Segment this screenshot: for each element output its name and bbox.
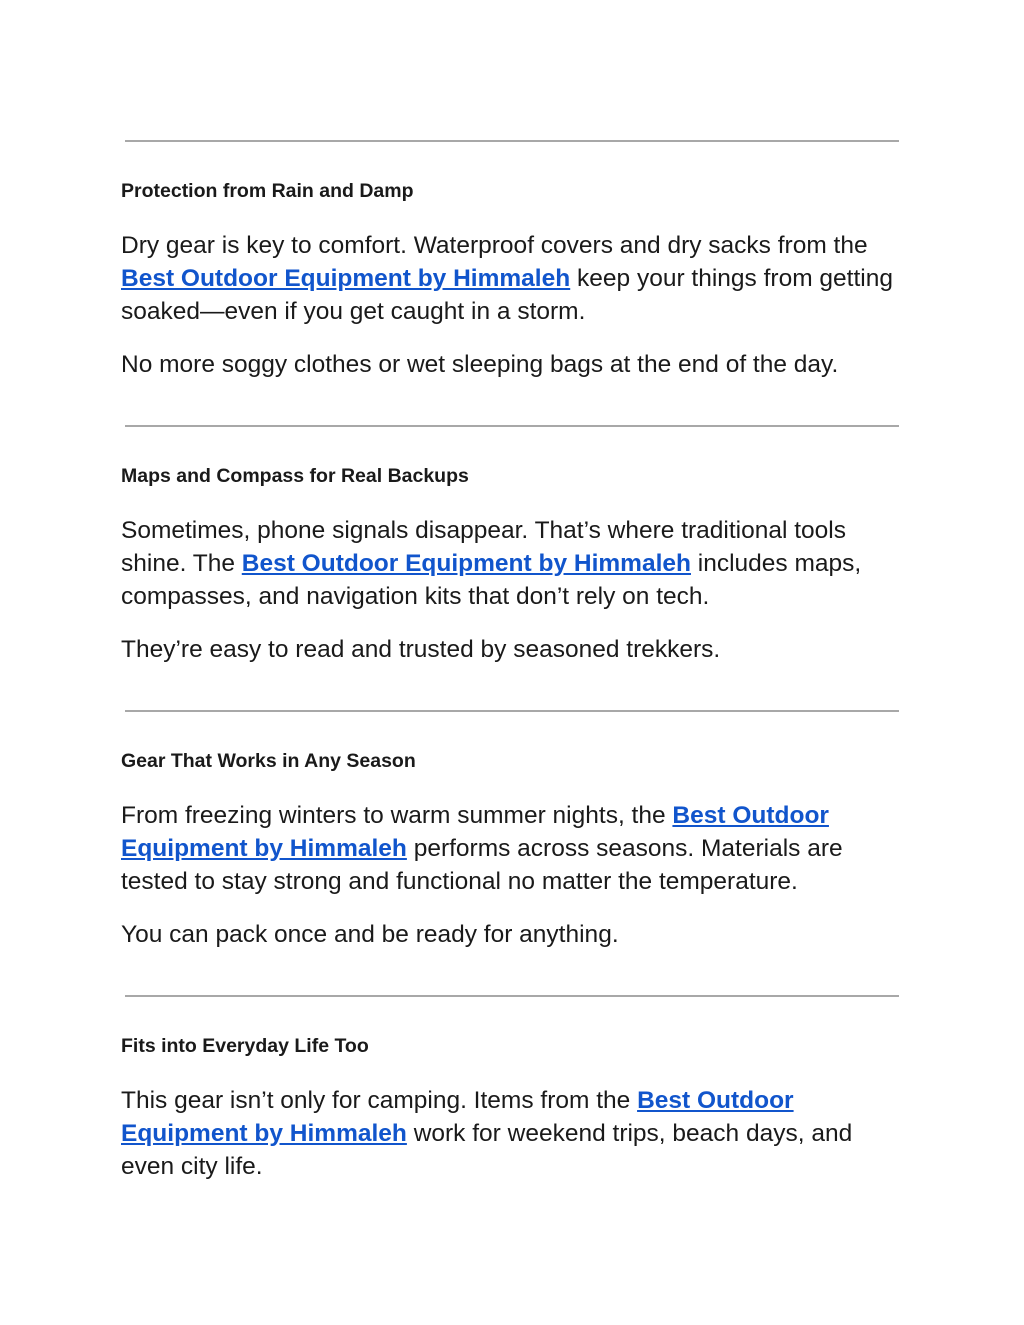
paragraph-text: Dry gear is key to comfort. Waterproof covers and dry sacks from the bbox=[121, 232, 868, 259]
paragraph-text: keep your things from getting soaked—even if you get caught in a storm. bbox=[121, 265, 893, 325]
section-maps-compass bbox=[121, 425, 899, 666]
himmaleh-equipment-link[interactable]: Best Outdoor Equipment by Himmaleh bbox=[241, 550, 691, 577]
paragraph-text: This gear isn’t only for camping. Items from the bbox=[121, 1087, 638, 1114]
horizontal-divider bbox=[125, 710, 899, 712]
document-page bbox=[121, 140, 899, 1183]
section-paragraph: They’re easy to read and trusted by seasoned trekkers. bbox=[121, 636, 721, 663]
himmaleh-equipment-link[interactable]: Best Outdoor Equipment by Himmaleh bbox=[121, 802, 829, 862]
paragraph-text: performs across seasons. Materials are tested to stay strong and functional no matter the temperature. bbox=[121, 835, 843, 895]
himmaleh-equipment-link[interactable]: Best Outdoor Equipment by Himmaleh bbox=[121, 1087, 794, 1147]
paragraph-text: Sometimes, phone signals disappear. That’s where traditional tools shine. The bbox=[121, 517, 846, 577]
paragraph-text: includes maps, compasses, and navigation kits that don’t rely on tech. bbox=[121, 550, 862, 610]
section-any-season bbox=[121, 710, 899, 951]
section-paragraph: No more soggy clothes or wet sleeping bags at the end of the day. bbox=[121, 351, 839, 378]
section-rain-protection bbox=[121, 140, 899, 381]
section-paragraph bbox=[121, 1084, 899, 1183]
section-paragraph bbox=[121, 799, 899, 898]
horizontal-divider bbox=[125, 140, 899, 142]
section-heading: Protection from Rain and Damp bbox=[121, 180, 414, 202]
section-paragraph: You can pack once and be ready for anything. bbox=[121, 921, 619, 948]
section-heading: Maps and Compass for Real Backups bbox=[121, 465, 469, 487]
section-heading: Fits into Everyday Life Too bbox=[121, 1035, 369, 1057]
horizontal-divider bbox=[125, 425, 899, 427]
section-paragraph bbox=[121, 514, 899, 613]
horizontal-divider bbox=[125, 995, 899, 997]
paragraph-text: work for weekend trips, beach days, and even city life. bbox=[121, 1120, 853, 1180]
section-heading: Gear That Works in Any Season bbox=[121, 750, 416, 772]
paragraph-text: From freezing winters to warm summer nights, the bbox=[121, 802, 673, 829]
himmaleh-equipment-link[interactable]: Best Outdoor Equipment by Himmaleh bbox=[121, 265, 571, 292]
section-paragraph bbox=[121, 229, 899, 328]
section-everyday-life bbox=[121, 995, 899, 1183]
